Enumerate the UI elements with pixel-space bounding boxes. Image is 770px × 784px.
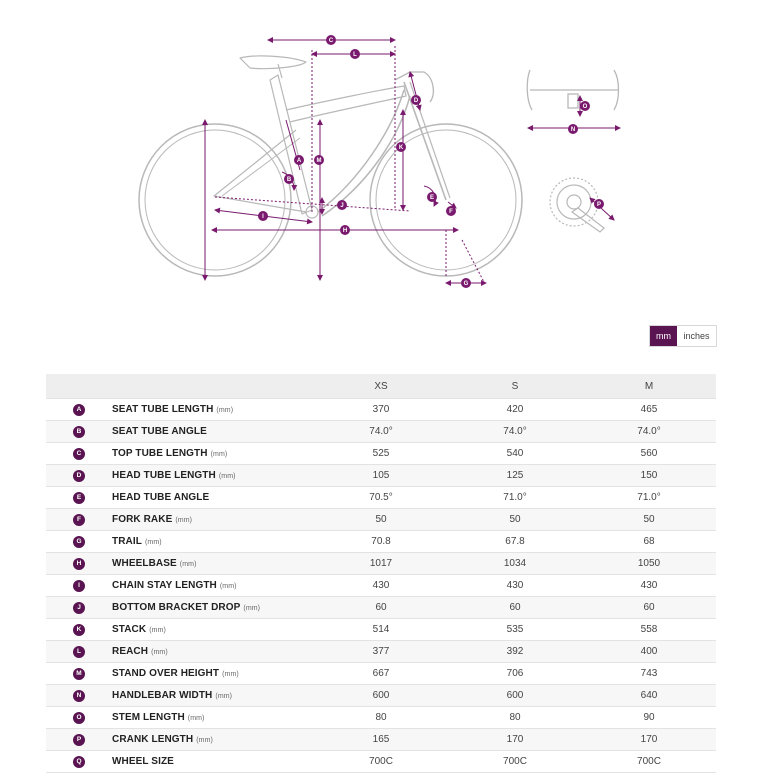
diagram-badge-b bbox=[284, 174, 294, 184]
row-label: REACH bbox=[112, 646, 149, 657]
row-value: 125 bbox=[448, 465, 582, 487]
table-row bbox=[46, 729, 716, 751]
row-value: 540 bbox=[448, 443, 582, 465]
row-value: 67.8 bbox=[448, 531, 582, 553]
row-badge-cell bbox=[46, 465, 112, 487]
row-value: 430 bbox=[314, 575, 448, 597]
row-value: 600 bbox=[448, 685, 582, 707]
row-badge: F bbox=[73, 514, 85, 526]
row-value: 50 bbox=[582, 509, 716, 531]
row-badge-cell bbox=[46, 663, 112, 685]
row-value: 74.0° bbox=[448, 421, 582, 443]
row-unit: (mm) bbox=[151, 649, 168, 656]
diagram-badge-n bbox=[568, 124, 578, 134]
diagram-badge-c bbox=[326, 35, 336, 45]
row-value: 170 bbox=[448, 729, 582, 751]
row-badge-cell bbox=[46, 443, 112, 465]
row-label-cell bbox=[112, 465, 314, 487]
row-badge: I bbox=[73, 580, 85, 592]
row-badge-cell bbox=[46, 487, 112, 509]
row-badge-cell bbox=[46, 619, 112, 641]
row-value: 80 bbox=[448, 707, 582, 729]
row-value: 60 bbox=[314, 597, 448, 619]
row-value: 68 bbox=[582, 531, 716, 553]
row-value: 170 bbox=[582, 729, 716, 751]
row-badge-cell bbox=[46, 575, 112, 597]
row-badge-cell bbox=[46, 553, 112, 575]
row-label-cell bbox=[112, 663, 314, 685]
svg-text:B: B bbox=[286, 177, 292, 184]
row-unit: (mm) bbox=[179, 561, 197, 568]
row-value: 70.8 bbox=[314, 531, 448, 553]
row-value: 1050 bbox=[582, 553, 716, 575]
row-label: SEAT TUBE ANGLE bbox=[112, 426, 207, 437]
svg-text:H: H bbox=[342, 228, 348, 235]
row-unit: (mm) bbox=[149, 627, 166, 634]
row-value: 525 bbox=[314, 443, 448, 465]
svg-text:G: G bbox=[463, 281, 469, 288]
unit-toggle bbox=[649, 325, 717, 347]
bike-geometry-diagram bbox=[0, 0, 770, 300]
row-badge-cell bbox=[46, 399, 112, 421]
row-value: 165 bbox=[314, 729, 448, 751]
row-badge-cell bbox=[46, 729, 112, 751]
svg-text:F: F bbox=[449, 209, 453, 216]
diagram-badge-j bbox=[337, 200, 347, 210]
row-label-cell bbox=[112, 531, 314, 553]
row-unit: (mm) bbox=[144, 539, 162, 546]
row-value: 400 bbox=[582, 641, 716, 663]
row-label-cell bbox=[112, 421, 314, 443]
svg-text:J: J bbox=[340, 203, 344, 210]
measurement-badges bbox=[258, 35, 604, 288]
row-value: 50 bbox=[448, 509, 582, 531]
diagram-badge-k bbox=[396, 142, 406, 152]
row-badge: A bbox=[73, 404, 85, 416]
row-badge: K bbox=[73, 624, 85, 636]
row-label: BOTTOM BRACKET DROP bbox=[112, 602, 241, 613]
row-value: 535 bbox=[448, 619, 582, 641]
row-value: 420 bbox=[448, 399, 582, 421]
row-label: CHAIN STAY LENGTH bbox=[112, 580, 217, 591]
row-value: 700C bbox=[582, 751, 716, 773]
row-value: 90 bbox=[582, 707, 716, 729]
svg-text:I: I bbox=[262, 214, 264, 221]
row-unit: (mm) bbox=[222, 671, 239, 678]
svg-text:A: A bbox=[296, 158, 302, 165]
row-value: 150 bbox=[582, 465, 716, 487]
table-row bbox=[46, 465, 716, 487]
row-value: 700C bbox=[448, 751, 582, 773]
row-label-cell bbox=[112, 399, 314, 421]
row-label: STACK bbox=[112, 624, 147, 635]
table-row bbox=[46, 443, 716, 465]
row-value: 1017 bbox=[314, 553, 448, 575]
svg-text:C: C bbox=[328, 38, 334, 45]
diagram-badge-m bbox=[314, 155, 324, 165]
row-value: 60 bbox=[582, 597, 716, 619]
diagram-badge-h bbox=[340, 225, 350, 235]
row-label: HEAD TUBE LENGTH bbox=[112, 470, 216, 481]
row-unit: (mm) bbox=[196, 737, 213, 744]
svg-text:L: L bbox=[353, 52, 357, 59]
svg-text:O: O bbox=[582, 104, 588, 111]
row-value: 80 bbox=[314, 707, 448, 729]
row-label: WHEEL SIZE bbox=[112, 756, 174, 767]
row-badge: O bbox=[73, 712, 85, 724]
rear-wheel bbox=[139, 124, 291, 276]
row-badge-cell bbox=[46, 531, 112, 553]
row-badge: Q bbox=[73, 756, 85, 768]
row-badge: L bbox=[73, 646, 85, 658]
row-badge-cell bbox=[46, 751, 112, 773]
table-row bbox=[46, 597, 716, 619]
header-blank-label bbox=[112, 374, 314, 399]
row-value: 1034 bbox=[448, 553, 582, 575]
svg-text:E: E bbox=[429, 195, 435, 202]
diagram-badge-a bbox=[294, 155, 304, 165]
row-value: 514 bbox=[314, 619, 448, 641]
row-value: 377 bbox=[314, 641, 448, 663]
row-label-cell bbox=[112, 597, 314, 619]
row-label: STAND OVER HEIGHT bbox=[112, 668, 220, 679]
svg-text:M: M bbox=[316, 158, 322, 165]
row-unit: (mm) bbox=[218, 473, 236, 480]
unit-mm-button[interactable]: mm bbox=[650, 326, 677, 346]
row-value: 71.0° bbox=[448, 487, 582, 509]
diagram-badge-e bbox=[427, 192, 437, 202]
svg-text:K: K bbox=[398, 145, 404, 152]
row-value: 430 bbox=[448, 575, 582, 597]
row-label: STEM LENGTH bbox=[112, 712, 185, 723]
row-value: 74.0° bbox=[582, 421, 716, 443]
row-unit: (mm) bbox=[215, 693, 233, 700]
row-value: 50 bbox=[314, 509, 448, 531]
table-row bbox=[46, 421, 716, 443]
row-badge: C bbox=[73, 448, 85, 460]
row-value: 560 bbox=[582, 443, 716, 465]
row-label: TOP TUBE LENGTH bbox=[112, 448, 208, 459]
row-value: 465 bbox=[582, 399, 716, 421]
table-row bbox=[46, 509, 716, 531]
row-label-cell bbox=[112, 575, 314, 597]
table-row bbox=[46, 399, 716, 421]
diagram-badge-l bbox=[350, 49, 360, 59]
row-badge-cell bbox=[46, 685, 112, 707]
row-label-cell bbox=[112, 685, 314, 707]
row-unit: (mm) bbox=[219, 583, 237, 590]
row-badge-cell bbox=[46, 641, 112, 663]
row-label-cell bbox=[112, 619, 314, 641]
row-label: SEAT TUBE LENGTH bbox=[112, 404, 214, 415]
table-row bbox=[46, 685, 716, 707]
table-row bbox=[46, 619, 716, 641]
row-value: 600 bbox=[314, 685, 448, 707]
table-row bbox=[46, 553, 716, 575]
row-badge: J bbox=[73, 602, 85, 614]
diagram-badge-g bbox=[461, 278, 471, 288]
row-label: CRANK LENGTH bbox=[112, 734, 194, 745]
row-value: 667 bbox=[314, 663, 448, 685]
row-badge: G bbox=[73, 536, 85, 548]
row-badge: B bbox=[73, 426, 85, 438]
row-badge: P bbox=[73, 734, 85, 746]
row-value: 558 bbox=[582, 619, 716, 641]
row-value: 706 bbox=[448, 663, 582, 685]
unit-inches-button[interactable]: inches bbox=[677, 326, 716, 346]
header-blank bbox=[46, 374, 112, 399]
row-label-cell bbox=[112, 553, 314, 575]
row-value: 60 bbox=[448, 597, 582, 619]
row-unit: (mm) bbox=[216, 407, 234, 414]
row-label: HEAD TUBE ANGLE bbox=[112, 492, 210, 503]
row-badge: N bbox=[73, 690, 85, 702]
diagram-badge-p bbox=[594, 199, 604, 209]
table-row bbox=[46, 487, 716, 509]
row-value: 640 bbox=[582, 685, 716, 707]
svg-text:N: N bbox=[570, 127, 576, 134]
row-label-cell bbox=[112, 443, 314, 465]
diagram-badge-i bbox=[258, 211, 268, 221]
row-label: HANDLEBAR WIDTH bbox=[112, 690, 213, 701]
row-badge-cell bbox=[46, 509, 112, 531]
row-label: WHEELBASE bbox=[112, 558, 177, 569]
row-unit: (mm) bbox=[175, 517, 193, 524]
row-label-cell bbox=[112, 729, 314, 751]
row-value: 70.5° bbox=[314, 487, 448, 509]
table-row bbox=[46, 707, 716, 729]
table-row bbox=[46, 641, 716, 663]
geometry-table bbox=[46, 374, 716, 773]
table-row bbox=[46, 531, 716, 553]
row-badge-cell bbox=[46, 707, 112, 729]
header-size-s: S bbox=[448, 374, 582, 399]
row-label-cell bbox=[112, 751, 314, 773]
row-value: 430 bbox=[582, 575, 716, 597]
row-badge: M bbox=[73, 668, 85, 680]
row-label-cell bbox=[112, 707, 314, 729]
row-badge-cell bbox=[46, 421, 112, 443]
header-size-xs: XS bbox=[314, 374, 448, 399]
row-unit: (mm) bbox=[243, 605, 261, 612]
row-value: 743 bbox=[582, 663, 716, 685]
row-badge: H bbox=[73, 558, 85, 570]
row-badge: E bbox=[73, 492, 85, 504]
row-label-cell bbox=[112, 487, 314, 509]
row-unit: (mm) bbox=[187, 715, 205, 722]
row-value: 105 bbox=[314, 465, 448, 487]
row-label: TRAIL bbox=[112, 536, 142, 547]
row-value: 370 bbox=[314, 399, 448, 421]
header-size-m: M bbox=[582, 374, 716, 399]
table-row bbox=[46, 751, 716, 773]
row-value: 74.0° bbox=[314, 421, 448, 443]
row-label-cell bbox=[112, 509, 314, 531]
handlebar-detail bbox=[527, 70, 618, 110]
row-value: 700C bbox=[314, 751, 448, 773]
row-badge-cell bbox=[46, 597, 112, 619]
row-label: FORK RAKE bbox=[112, 514, 173, 525]
svg-text:D: D bbox=[413, 98, 419, 105]
row-badge: D bbox=[73, 470, 85, 482]
row-label-cell bbox=[112, 641, 314, 663]
table-header-row bbox=[46, 374, 716, 399]
table-row bbox=[46, 663, 716, 685]
diagram-badge-o bbox=[580, 101, 590, 111]
row-value: 392 bbox=[448, 641, 582, 663]
diagram-badge-f bbox=[446, 206, 456, 216]
row-unit: (mm) bbox=[210, 451, 228, 458]
diagram-badge-d bbox=[411, 95, 421, 105]
svg-text:P: P bbox=[596, 202, 602, 209]
table-row bbox=[46, 575, 716, 597]
row-value: 71.0° bbox=[582, 487, 716, 509]
